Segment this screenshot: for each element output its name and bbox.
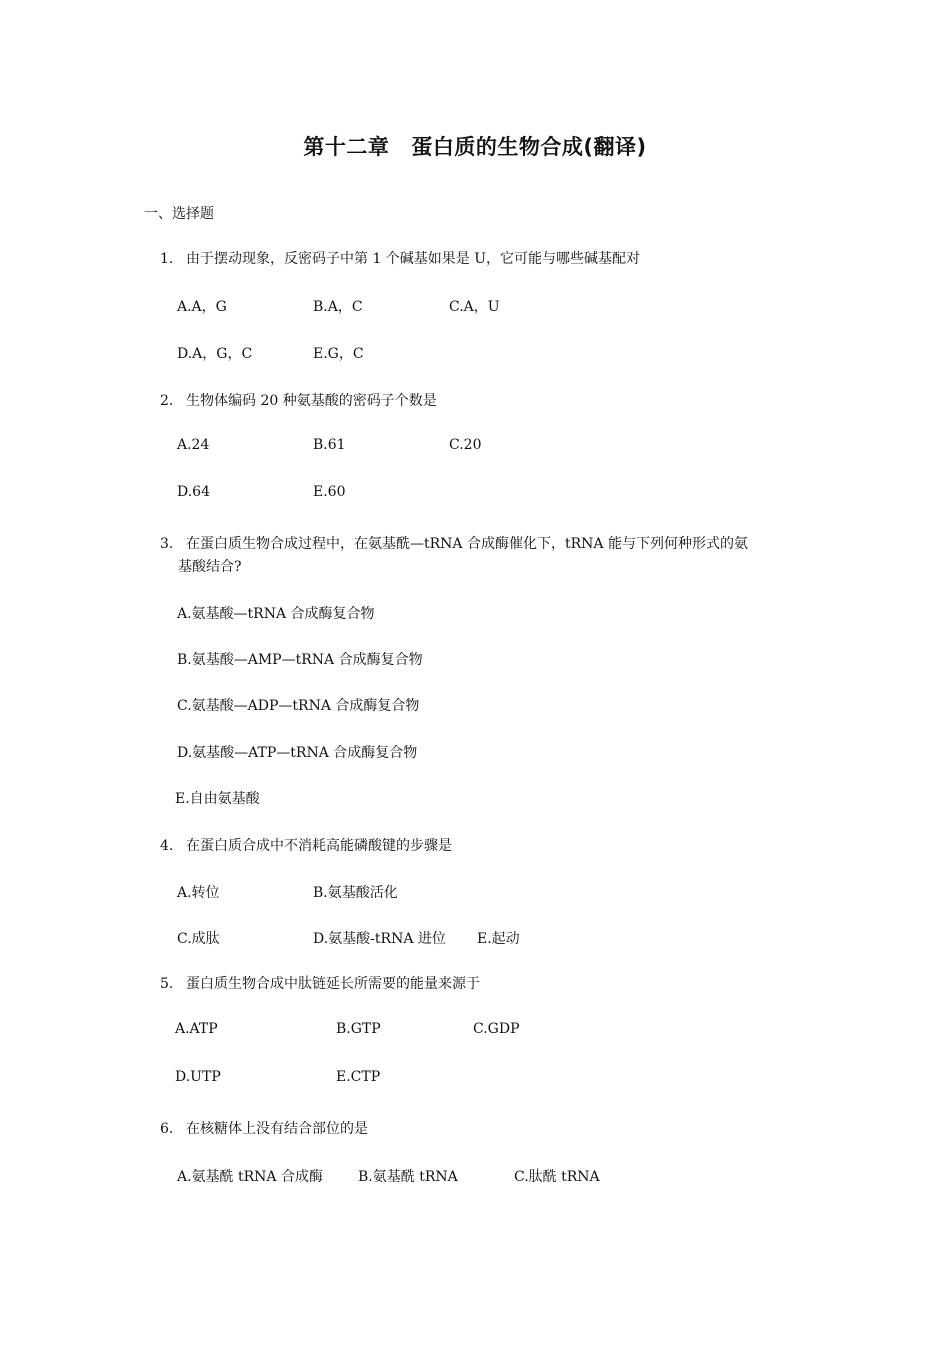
option-b: B.氨基酰 tRNA (358, 1169, 458, 1185)
option-d: D.A，G，C (177, 346, 253, 362)
question-text-line1: 在蛋白质生物合成过程中，在氨基酰—tRNA 合成酶催化下，tRNA 能与下列何种形式的氨 (186, 536, 748, 552)
question-6 (160, 1118, 810, 1141)
option-b: B.氨基酸—AMP—tRNA 合成酶复合物 (177, 652, 423, 668)
option-c: C.GDP (473, 1021, 520, 1037)
option-c: C.20 (449, 437, 482, 453)
question-number: 4. (160, 838, 174, 854)
option-a: A.转位 (177, 885, 220, 901)
option-c: C.氨基酸—ADP—tRNA 合成酶复合物 (177, 698, 420, 714)
option-c: C.A，U (449, 299, 500, 315)
option-a: A.24 (177, 437, 210, 453)
question-number: 2. (160, 393, 174, 409)
question-text: 在核糖体上没有结合部位的是 (186, 1121, 368, 1137)
option-d: D.氨基酸-tRNA 进位 (313, 931, 446, 947)
question-4 (160, 835, 810, 858)
question-text: 蛋白质生物合成中肽链延长所需要的能量来源于 (186, 976, 480, 992)
question-2 (160, 390, 810, 413)
question-number: 6. (160, 1121, 174, 1137)
option-c: C.成肽 (177, 931, 220, 947)
question-text: 生物体编码 20 种氨基酸的密码子个数是 (186, 393, 437, 409)
option-e: E.G，C (313, 346, 364, 362)
option-a: A.氨基酸—tRNA 合成酶复合物 (177, 606, 375, 622)
question-1 (160, 248, 810, 271)
option-a: A.A，G (177, 299, 227, 315)
section-heading: 一、选择题 (144, 206, 214, 222)
question-number: 3. (160, 536, 174, 552)
title-chapter: 第十二章 (303, 135, 390, 159)
page-title (0, 131, 950, 161)
question-text: 由于摆动现象，反密码子中第 1 个碱基如果是 U，它可能与哪些碱基配对 (186, 251, 641, 267)
option-e: E.自由氨基酸 (175, 791, 260, 807)
option-d: D.64 (177, 484, 210, 500)
title-topic: 蛋白质的生物合成(翻译) (411, 135, 647, 159)
option-e: E.起动 (477, 931, 520, 947)
question-text: 在蛋白质合成中不消耗高能磷酸键的步骤是 (186, 838, 452, 854)
option-b: B.A，C (313, 299, 363, 315)
option-a: A.ATP (175, 1021, 218, 1037)
option-e: E.60 (313, 484, 346, 500)
option-d: D.氨基酸—ATP—tRNA 合成酶复合物 (177, 745, 418, 761)
question-text-line2: 基酸结合? (178, 559, 242, 575)
question-number: 5. (160, 976, 174, 992)
question-5 (160, 973, 810, 996)
question-number: 1. (160, 251, 174, 267)
option-d: D.UTP (175, 1069, 221, 1085)
option-b: B.61 (313, 437, 346, 453)
option-a: A.氨基酰 tRNA 合成酶 (177, 1169, 323, 1185)
option-c: C.肽酰 tRNA (514, 1169, 600, 1185)
option-e: E.CTP (336, 1069, 381, 1085)
question-3 (160, 533, 810, 579)
option-b: B.氨基酸活化 (313, 885, 398, 901)
option-b: B.GTP (336, 1021, 381, 1037)
